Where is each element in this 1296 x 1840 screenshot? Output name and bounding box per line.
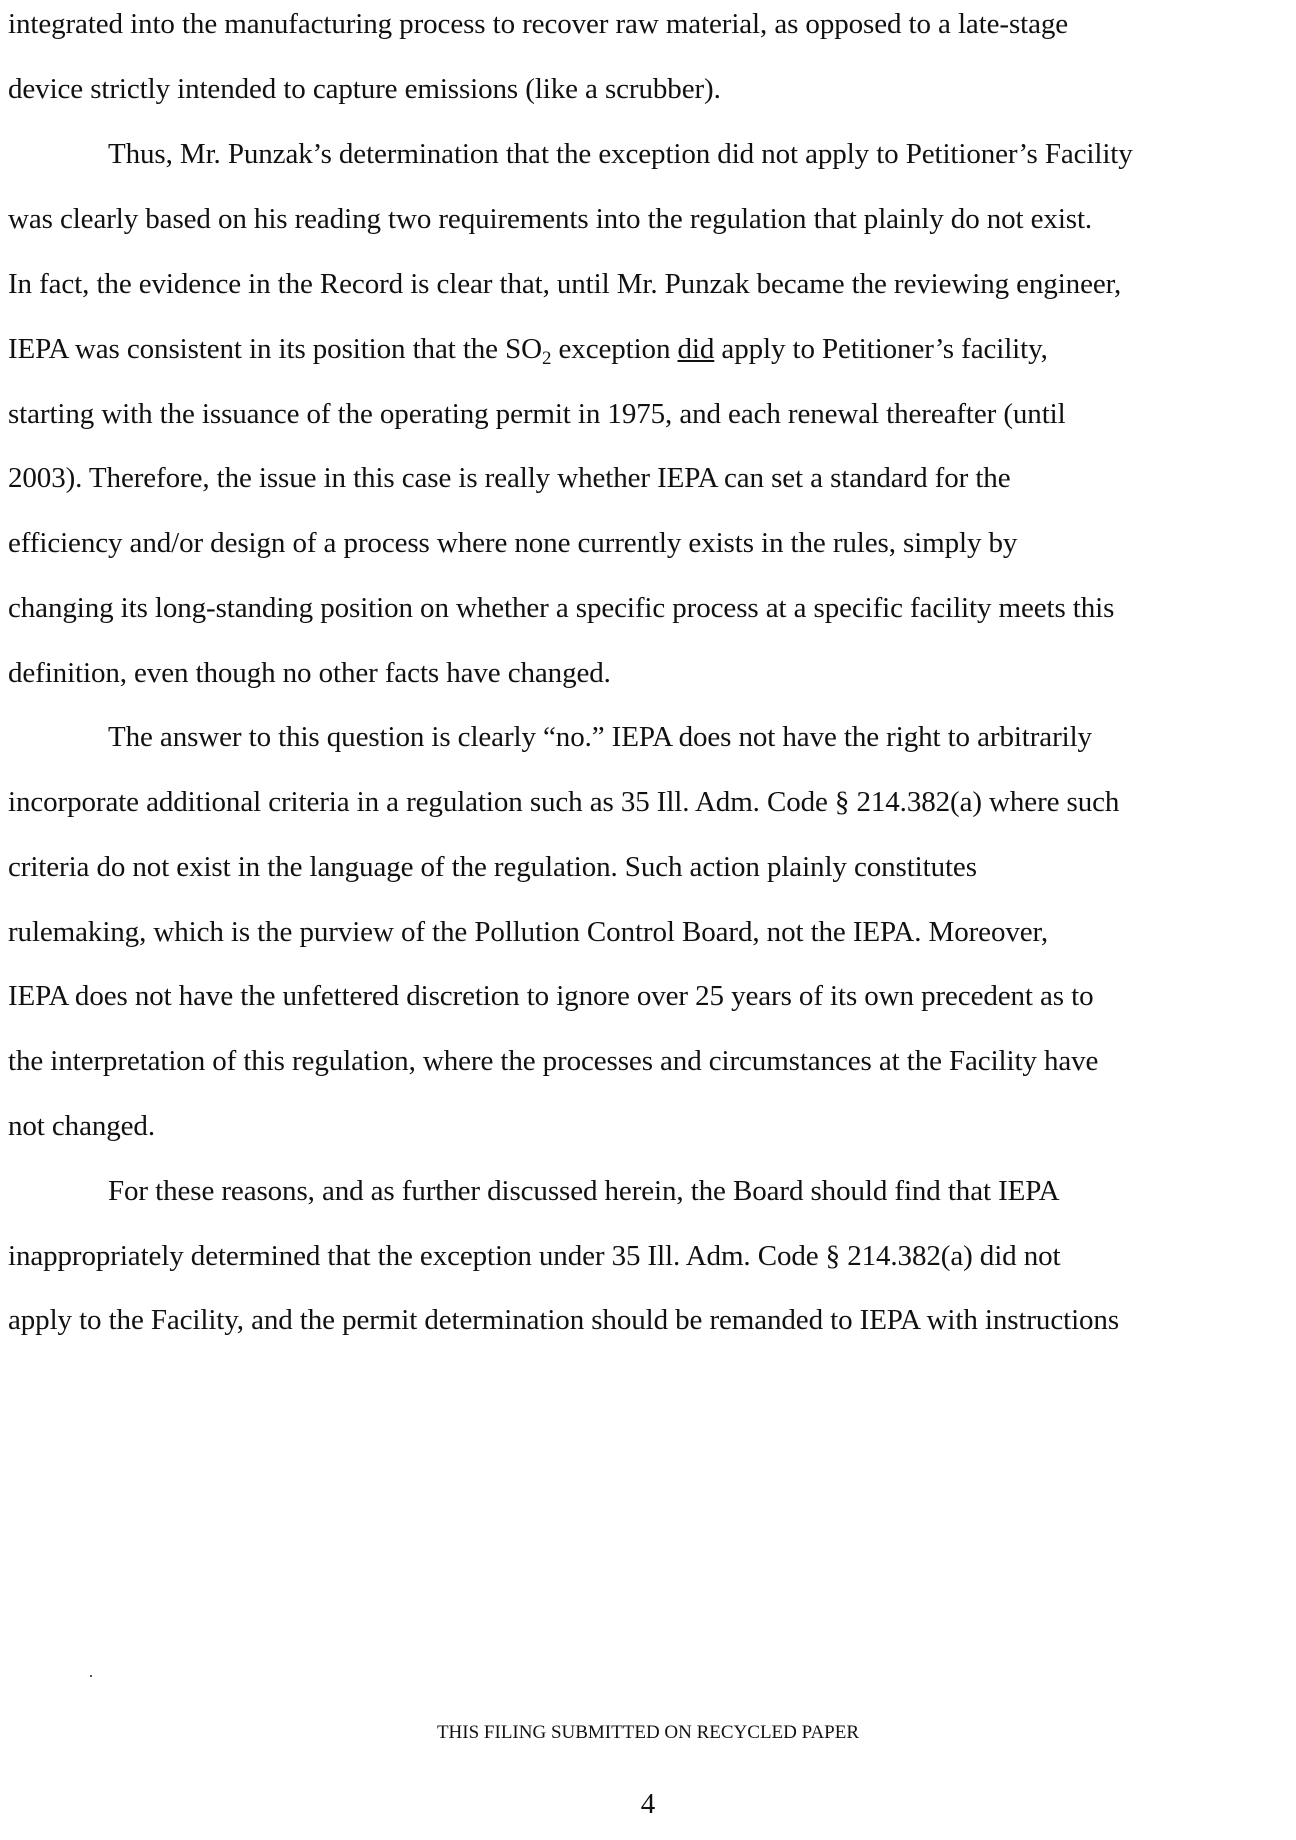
body-line-4: was clearly based on his reading two requirements into the regulation that plainly do not exist.: [8, 203, 1093, 235]
body-line-5: In fact, the evidence in the Record is clear that, until Mr. Punzak became the reviewing engineer,: [8, 268, 1122, 300]
underlined-word-did: did: [677, 333, 715, 365]
body-line-16: IEPA does not have the unfettered discretion to ignore over 25 years of its own precedent as to: [8, 980, 1094, 1012]
body-line-2: device strictly intended to capture emissions (like a scrubber).: [8, 73, 721, 105]
body-line-21: apply to the Facility, and the permit determination should be remanded to IEPA with instructions: [8, 1304, 1120, 1336]
body-line-17: the interpretation of this regulation, where the processes and circumstances at the Facility have: [8, 1045, 1099, 1077]
body-line-18: not changed.: [8, 1110, 155, 1142]
body-line-15: rulemaking, which is the purview of the Pollution Control Board, not the IEPA. Moreover,: [8, 916, 1049, 948]
line-6-mid: exception: [551, 333, 678, 365]
body-line-6: [8, 332, 1048, 376]
paragraph-4-line-1: For these reasons, and as further discussed herein, the Board should find that IEPA: [108, 1175, 1060, 1207]
line-6-pre: IEPA was consistent in its position that the SO: [8, 333, 542, 365]
page-number: 4: [640, 1788, 656, 1820]
so2-subscript: 2: [541, 348, 552, 369]
body-line-14: criteria do not exist in the language of the regulation. Such action plainly constitutes: [8, 851, 977, 883]
body-line-9: efficiency and/or design of a process where none currently exists in the rules, simply by: [8, 527, 1018, 559]
scan-speck: [90, 1675, 92, 1677]
body-line-7: starting with the issuance of the operating permit in 1975, and each renewal thereafter (until: [8, 398, 1066, 430]
body-line-13: incorporate additional criteria in a regulation such as 35 Ill. Adm. Code § 214.382(a) where such: [8, 786, 1120, 818]
line-6-post: apply to Petitioner’s facility,: [714, 333, 1048, 365]
body-line-1: integrated into the manufacturing process to recover raw material, as opposed to a late-stage: [8, 8, 1069, 40]
body-line-11: definition, even though no other facts have changed.: [8, 657, 611, 689]
footer-recycled-paper: THIS FILING SUBMITTED ON RECYCLED PAPER: [436, 1722, 860, 1743]
body-line-20: inappropriately determined that the exception under 35 Ill. Adm. Code § 214.382(a) did not: [8, 1240, 1061, 1272]
body-line-8: 2003). Therefore, the issue in this case is really whether IEPA can set a standard for the: [8, 462, 1011, 494]
paragraph-3-line-1: The answer to this question is clearly “no.” IEPA does not have the right to arbitrarily: [108, 721, 1092, 753]
paragraph-2-line-1: Thus, Mr. Punzak’s determination that the exception did not apply to Petitioner’s Facility: [108, 138, 1133, 170]
body-line-10: changing its long-standing position on whether a specific process at a specific facility meets this: [8, 592, 1115, 624]
